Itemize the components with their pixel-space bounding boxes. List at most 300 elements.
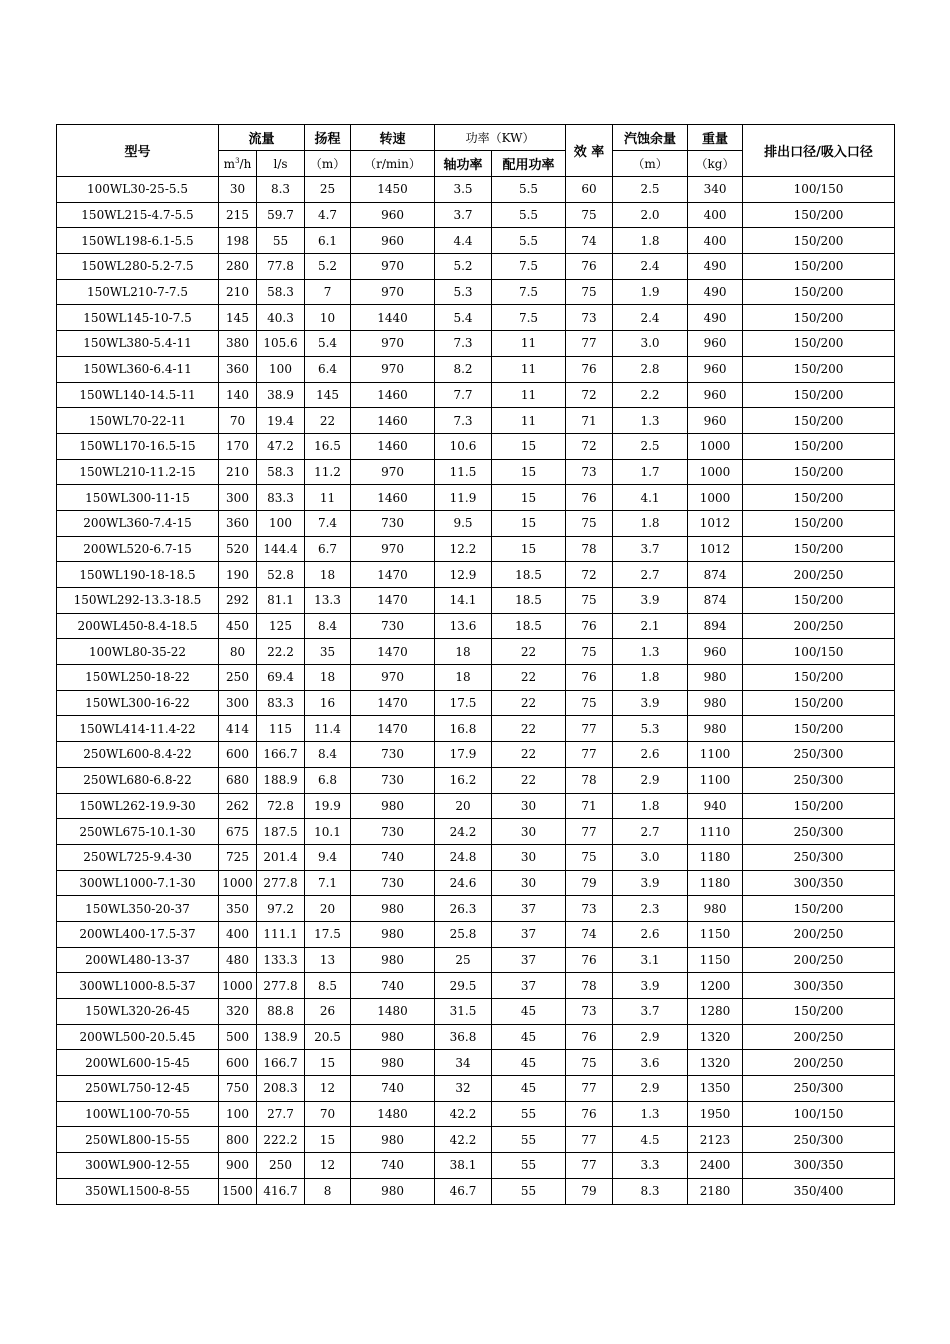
cell-shaft-power: 4.4 — [435, 228, 492, 254]
cell-weight: 1180 — [688, 844, 743, 870]
cell-motor-power: 15 — [492, 510, 566, 536]
cell-flow-m3h: 750 — [219, 1076, 257, 1102]
table-row — [57, 793, 895, 819]
cell-diameter: 150/200 — [743, 279, 895, 305]
cell-diameter: 250/300 — [743, 819, 895, 845]
cell-npsh: 3.3 — [613, 1153, 688, 1179]
cell-flow-ls: 81.1 — [257, 588, 305, 614]
cell-model: 150WL210-11.2-15 — [57, 459, 219, 485]
cell-shaft-power: 25 — [435, 947, 492, 973]
cell-head: 7.4 — [305, 510, 351, 536]
cell-npsh: 1.3 — [613, 1101, 688, 1127]
cell-flow-ls: 77.8 — [257, 254, 305, 280]
cell-diameter: 150/200 — [743, 356, 895, 382]
cell-diameter: 150/200 — [743, 716, 895, 742]
cell-model: 350WL1500-8-55 — [57, 1178, 219, 1204]
table-row — [57, 382, 895, 408]
cell-flow-ls: 58.3 — [257, 279, 305, 305]
cell-flow-ls: 38.9 — [257, 382, 305, 408]
cell-weight: 2400 — [688, 1153, 743, 1179]
cell-efficiency: 73 — [566, 459, 613, 485]
cell-motor-power: 18.5 — [492, 613, 566, 639]
cell-efficiency: 77 — [566, 1127, 613, 1153]
cell-speed: 980 — [351, 896, 435, 922]
cell-diameter: 200/250 — [743, 562, 895, 588]
table-row — [57, 999, 895, 1025]
cell-flow-ls: 105.6 — [257, 331, 305, 357]
table-row — [57, 202, 895, 228]
cell-model: 150WL145-10-7.5 — [57, 305, 219, 331]
cell-npsh: 2.4 — [613, 254, 688, 280]
cell-npsh: 1.8 — [613, 510, 688, 536]
cell-weight: 894 — [688, 613, 743, 639]
cell-weight: 1110 — [688, 819, 743, 845]
cell-motor-power: 22 — [492, 742, 566, 768]
cell-head: 8 — [305, 1178, 351, 1204]
cell-shaft-power: 36.8 — [435, 1024, 492, 1050]
table-row — [57, 896, 895, 922]
header-speed-unit: （r/min） — [351, 151, 435, 177]
cell-diameter: 250/300 — [743, 1127, 895, 1153]
cell-efficiency: 76 — [566, 485, 613, 511]
cell-shaft-power: 9.5 — [435, 510, 492, 536]
cell-head: 10.1 — [305, 819, 351, 845]
cell-efficiency: 78 — [566, 767, 613, 793]
cell-model: 150WL300-11-15 — [57, 485, 219, 511]
cell-speed: 970 — [351, 459, 435, 485]
cell-shaft-power: 25.8 — [435, 921, 492, 947]
table-row — [57, 742, 895, 768]
cell-flow-m3h: 520 — [219, 536, 257, 562]
cell-diameter: 150/200 — [743, 510, 895, 536]
header-npsh-unit: （m） — [613, 151, 688, 177]
table-row — [57, 973, 895, 999]
cell-flow-m3h: 140 — [219, 382, 257, 408]
cell-motor-power: 37 — [492, 973, 566, 999]
cell-speed: 980 — [351, 1050, 435, 1076]
cell-shaft-power: 38.1 — [435, 1153, 492, 1179]
header-flow-ls: l/s — [257, 151, 305, 177]
cell-efficiency: 72 — [566, 433, 613, 459]
cell-flow-m3h: 500 — [219, 1024, 257, 1050]
cell-efficiency: 76 — [566, 254, 613, 280]
cell-efficiency: 75 — [566, 1050, 613, 1076]
cell-efficiency: 71 — [566, 408, 613, 434]
cell-weight: 1012 — [688, 510, 743, 536]
cell-speed: 1460 — [351, 433, 435, 459]
cell-npsh: 3.6 — [613, 1050, 688, 1076]
cell-head: 18 — [305, 665, 351, 691]
header-diameter: 排出口径/吸入口径 — [743, 125, 895, 177]
cell-efficiency: 76 — [566, 356, 613, 382]
cell-efficiency: 76 — [566, 665, 613, 691]
cell-head: 18 — [305, 562, 351, 588]
cell-shaft-power: 42.2 — [435, 1127, 492, 1153]
cell-npsh: 3.0 — [613, 844, 688, 870]
cell-model: 200WL500-20.5.45 — [57, 1024, 219, 1050]
cell-weight: 1350 — [688, 1076, 743, 1102]
cell-model: 200WL360-7.4-15 — [57, 510, 219, 536]
cell-motor-power: 30 — [492, 819, 566, 845]
table-row — [57, 1101, 895, 1127]
cell-speed: 970 — [351, 279, 435, 305]
header-motor-power: 配用功率 — [492, 151, 566, 177]
cell-flow-m3h: 1000 — [219, 973, 257, 999]
cell-flow-m3h: 292 — [219, 588, 257, 614]
table-row — [57, 459, 895, 485]
header-model: 型号 — [57, 125, 219, 177]
cell-shaft-power: 11.5 — [435, 459, 492, 485]
cell-flow-m3h: 70 — [219, 408, 257, 434]
cell-weight: 1150 — [688, 921, 743, 947]
table-row — [57, 870, 895, 896]
cell-head: 20 — [305, 896, 351, 922]
cell-shaft-power: 11.9 — [435, 485, 492, 511]
cell-head: 26 — [305, 999, 351, 1025]
table-row — [57, 1076, 895, 1102]
cell-motor-power: 37 — [492, 947, 566, 973]
cell-flow-ls: 166.7 — [257, 742, 305, 768]
cell-head: 11 — [305, 485, 351, 511]
cell-motor-power: 55 — [492, 1127, 566, 1153]
cell-shaft-power: 29.5 — [435, 973, 492, 999]
cell-speed: 1470 — [351, 716, 435, 742]
cell-efficiency: 60 — [566, 177, 613, 203]
cell-speed: 730 — [351, 767, 435, 793]
cell-motor-power: 22 — [492, 690, 566, 716]
cell-motor-power: 45 — [492, 1024, 566, 1050]
cell-flow-m3h: 380 — [219, 331, 257, 357]
cell-motor-power: 55 — [492, 1178, 566, 1204]
header-power: 功率（KW） — [435, 125, 566, 151]
cell-speed: 1470 — [351, 639, 435, 665]
cell-model: 150WL350-20-37 — [57, 896, 219, 922]
cell-flow-m3h: 190 — [219, 562, 257, 588]
cell-efficiency: 77 — [566, 819, 613, 845]
cell-head: 4.7 — [305, 202, 351, 228]
cell-model: 150WL380-5.4-11 — [57, 331, 219, 357]
table-row — [57, 177, 895, 203]
cell-motor-power: 15 — [492, 433, 566, 459]
cell-motor-power: 7.5 — [492, 305, 566, 331]
cell-flow-ls: 97.2 — [257, 896, 305, 922]
cell-npsh: 2.9 — [613, 1024, 688, 1050]
cell-model: 200WL480-13-37 — [57, 947, 219, 973]
cell-speed: 1480 — [351, 1101, 435, 1127]
cell-npsh: 1.8 — [613, 793, 688, 819]
cell-weight: 980 — [688, 690, 743, 716]
cell-npsh: 3.9 — [613, 870, 688, 896]
cell-motor-power: 22 — [492, 716, 566, 742]
cell-efficiency: 75 — [566, 510, 613, 536]
cell-flow-m3h: 30 — [219, 177, 257, 203]
cell-weight: 490 — [688, 254, 743, 280]
cell-shaft-power: 14.1 — [435, 588, 492, 614]
cell-flow-m3h: 350 — [219, 896, 257, 922]
cell-model: 100WL100-70-55 — [57, 1101, 219, 1127]
cell-model: 200WL600-15-45 — [57, 1050, 219, 1076]
table-row — [57, 433, 895, 459]
cell-head: 11.2 — [305, 459, 351, 485]
cell-flow-ls: 72.8 — [257, 793, 305, 819]
header-flow: 流量 — [219, 125, 305, 151]
table-row — [57, 921, 895, 947]
cell-flow-ls: 47.2 — [257, 433, 305, 459]
cell-model: 300WL1000-7.1-30 — [57, 870, 219, 896]
cell-diameter: 300/350 — [743, 973, 895, 999]
header-flow-m3h: $m^3/h$ — [219, 151, 257, 177]
cell-efficiency: 78 — [566, 973, 613, 999]
cell-npsh: 3.0 — [613, 331, 688, 357]
cell-flow-m3h: 675 — [219, 819, 257, 845]
cell-shaft-power: 12.2 — [435, 536, 492, 562]
cell-motor-power: 7.5 — [492, 254, 566, 280]
cell-flow-ls: 100 — [257, 356, 305, 382]
cell-speed: 960 — [351, 228, 435, 254]
cell-speed: 730 — [351, 613, 435, 639]
cell-diameter: 100/150 — [743, 177, 895, 203]
cell-shaft-power: 26.3 — [435, 896, 492, 922]
cell-npsh: 5.3 — [613, 716, 688, 742]
cell-npsh: 8.3 — [613, 1178, 688, 1204]
cell-weight: 940 — [688, 793, 743, 819]
cell-npsh: 2.7 — [613, 819, 688, 845]
table-row — [57, 613, 895, 639]
cell-model: 250WL680-6.8-22 — [57, 767, 219, 793]
cell-motor-power: 15 — [492, 459, 566, 485]
cell-speed: 730 — [351, 742, 435, 768]
cell-efficiency: 76 — [566, 1101, 613, 1127]
cell-efficiency: 78 — [566, 536, 613, 562]
cell-flow-ls: 187.5 — [257, 819, 305, 845]
cell-motor-power: 5.5 — [492, 228, 566, 254]
cell-efficiency: 76 — [566, 613, 613, 639]
cell-flow-m3h: 400 — [219, 921, 257, 947]
cell-weight: 400 — [688, 202, 743, 228]
cell-shaft-power: 18 — [435, 639, 492, 665]
cell-flow-ls: 201.4 — [257, 844, 305, 870]
cell-head: 6.1 — [305, 228, 351, 254]
cell-npsh: 3.9 — [613, 973, 688, 999]
cell-speed: 980 — [351, 793, 435, 819]
pump-spec-table — [56, 124, 895, 1205]
cell-motor-power: 45 — [492, 1076, 566, 1102]
cell-flow-ls: 188.9 — [257, 767, 305, 793]
cell-efficiency: 77 — [566, 331, 613, 357]
cell-head: 35 — [305, 639, 351, 665]
cell-diameter: 200/250 — [743, 613, 895, 639]
cell-diameter: 150/200 — [743, 228, 895, 254]
cell-flow-m3h: 800 — [219, 1127, 257, 1153]
cell-weight: 490 — [688, 279, 743, 305]
header-npsh: 汽蚀余量 — [613, 125, 688, 151]
cell-model: 250WL675-10.1-30 — [57, 819, 219, 845]
cell-shaft-power: 24.2 — [435, 819, 492, 845]
cell-diameter: 150/200 — [743, 202, 895, 228]
cell-efficiency: 75 — [566, 279, 613, 305]
cell-diameter: 150/200 — [743, 793, 895, 819]
table-row — [57, 1153, 895, 1179]
cell-weight: 980 — [688, 896, 743, 922]
cell-diameter: 100/150 — [743, 1101, 895, 1127]
cell-speed: 980 — [351, 1024, 435, 1050]
cell-shaft-power: 5.3 — [435, 279, 492, 305]
cell-model: 250WL750-12-45 — [57, 1076, 219, 1102]
cell-weight: 1100 — [688, 742, 743, 768]
cell-npsh: 2.9 — [613, 1076, 688, 1102]
cell-weight: 340 — [688, 177, 743, 203]
cell-efficiency: 76 — [566, 947, 613, 973]
cell-efficiency: 74 — [566, 228, 613, 254]
cell-motor-power: 45 — [492, 999, 566, 1025]
table-row — [57, 254, 895, 280]
cell-flow-m3h: 300 — [219, 690, 257, 716]
cell-head: 12 — [305, 1076, 351, 1102]
cell-head: 8.5 — [305, 973, 351, 999]
cell-model: 250WL725-9.4-30 — [57, 844, 219, 870]
cell-diameter: 150/200 — [743, 665, 895, 691]
cell-speed: 980 — [351, 947, 435, 973]
cell-weight: 874 — [688, 562, 743, 588]
cell-speed: 1470 — [351, 588, 435, 614]
cell-weight: 960 — [688, 382, 743, 408]
cell-head: 20.5 — [305, 1024, 351, 1050]
cell-model: 300WL900-12-55 — [57, 1153, 219, 1179]
cell-model: 100WL80-35-22 — [57, 639, 219, 665]
cell-head: 17.5 — [305, 921, 351, 947]
cell-shaft-power: 32 — [435, 1076, 492, 1102]
cell-head: 10 — [305, 305, 351, 331]
table-row — [57, 510, 895, 536]
cell-speed: 970 — [351, 665, 435, 691]
cell-shaft-power: 31.5 — [435, 999, 492, 1025]
cell-speed: 730 — [351, 870, 435, 896]
cell-efficiency: 75 — [566, 690, 613, 716]
cell-weight: 874 — [688, 588, 743, 614]
cell-head: 5.4 — [305, 331, 351, 357]
cell-motor-power: 45 — [492, 1050, 566, 1076]
cell-flow-ls: 115 — [257, 716, 305, 742]
cell-motor-power: 55 — [492, 1153, 566, 1179]
cell-shaft-power: 7.3 — [435, 331, 492, 357]
cell-flow-m3h: 900 — [219, 1153, 257, 1179]
cell-head: 13 — [305, 947, 351, 973]
cell-speed: 980 — [351, 1178, 435, 1204]
cell-shaft-power: 24.8 — [435, 844, 492, 870]
cell-diameter: 300/350 — [743, 1153, 895, 1179]
cell-motor-power: 15 — [492, 485, 566, 511]
cell-speed: 740 — [351, 973, 435, 999]
cell-motor-power: 15 — [492, 536, 566, 562]
table-row — [57, 305, 895, 331]
cell-head: 8.4 — [305, 613, 351, 639]
cell-efficiency: 79 — [566, 1178, 613, 1204]
cell-diameter: 200/250 — [743, 1024, 895, 1050]
cell-flow-m3h: 145 — [219, 305, 257, 331]
cell-model: 150WL250-18-22 — [57, 665, 219, 691]
cell-speed: 730 — [351, 819, 435, 845]
cell-model: 150WL300-16-22 — [57, 690, 219, 716]
cell-head: 6.4 — [305, 356, 351, 382]
cell-speed: 1450 — [351, 177, 435, 203]
cell-npsh: 2.5 — [613, 177, 688, 203]
cell-flow-ls: 277.8 — [257, 870, 305, 896]
cell-diameter: 100/150 — [743, 639, 895, 665]
cell-flow-ls: 59.7 — [257, 202, 305, 228]
cell-weight: 960 — [688, 639, 743, 665]
cell-efficiency: 77 — [566, 1153, 613, 1179]
cell-flow-m3h: 1000 — [219, 870, 257, 896]
cell-diameter: 150/200 — [743, 382, 895, 408]
cell-diameter: 200/250 — [743, 921, 895, 947]
cell-diameter: 250/300 — [743, 844, 895, 870]
cell-diameter: 150/200 — [743, 331, 895, 357]
cell-npsh: 3.9 — [613, 690, 688, 716]
cell-shaft-power: 42.2 — [435, 1101, 492, 1127]
cell-flow-ls: 138.9 — [257, 1024, 305, 1050]
cell-speed: 1470 — [351, 562, 435, 588]
header-efficiency: 效 率 — [566, 125, 613, 177]
cell-efficiency: 75 — [566, 844, 613, 870]
cell-flow-ls: 144.4 — [257, 536, 305, 562]
cell-model: 150WL170-16.5-15 — [57, 433, 219, 459]
table-row — [57, 716, 895, 742]
cell-head: 145 — [305, 382, 351, 408]
cell-efficiency: 76 — [566, 1024, 613, 1050]
cell-motor-power: 11 — [492, 382, 566, 408]
cell-flow-ls: 83.3 — [257, 690, 305, 716]
cell-speed: 960 — [351, 202, 435, 228]
cell-npsh: 4.5 — [613, 1127, 688, 1153]
cell-weight: 1100 — [688, 767, 743, 793]
cell-flow-m3h: 600 — [219, 742, 257, 768]
cell-flow-m3h: 250 — [219, 665, 257, 691]
cell-efficiency: 74 — [566, 921, 613, 947]
cell-motor-power: 7.5 — [492, 279, 566, 305]
cell-flow-ls: 133.3 — [257, 947, 305, 973]
cell-model: 300WL1000-8.5-37 — [57, 973, 219, 999]
cell-flow-ls: 208.3 — [257, 1076, 305, 1102]
cell-npsh: 3.1 — [613, 947, 688, 973]
cell-weight: 1150 — [688, 947, 743, 973]
cell-flow-ls: 250 — [257, 1153, 305, 1179]
cell-diameter: 150/200 — [743, 536, 895, 562]
cell-shaft-power: 17.5 — [435, 690, 492, 716]
cell-shaft-power: 18 — [435, 665, 492, 691]
cell-shaft-power: 3.5 — [435, 177, 492, 203]
cell-flow-m3h: 480 — [219, 947, 257, 973]
cell-npsh: 2.2 — [613, 382, 688, 408]
cell-speed: 1440 — [351, 305, 435, 331]
cell-head: 16.5 — [305, 433, 351, 459]
cell-efficiency: 75 — [566, 639, 613, 665]
cell-motor-power: 11 — [492, 331, 566, 357]
cell-flow-ls: 19.4 — [257, 408, 305, 434]
cell-head: 15 — [305, 1050, 351, 1076]
cell-motor-power: 11 — [492, 408, 566, 434]
cell-head: 19.9 — [305, 793, 351, 819]
cell-flow-ls: 55 — [257, 228, 305, 254]
cell-npsh: 1.7 — [613, 459, 688, 485]
cell-flow-m3h: 1500 — [219, 1178, 257, 1204]
table-row — [57, 562, 895, 588]
cell-npsh: 1.9 — [613, 279, 688, 305]
cell-motor-power: 11 — [492, 356, 566, 382]
cell-motor-power: 5.5 — [492, 202, 566, 228]
cell-npsh: 4.1 — [613, 485, 688, 511]
cell-efficiency: 72 — [566, 382, 613, 408]
table-row — [57, 1024, 895, 1050]
